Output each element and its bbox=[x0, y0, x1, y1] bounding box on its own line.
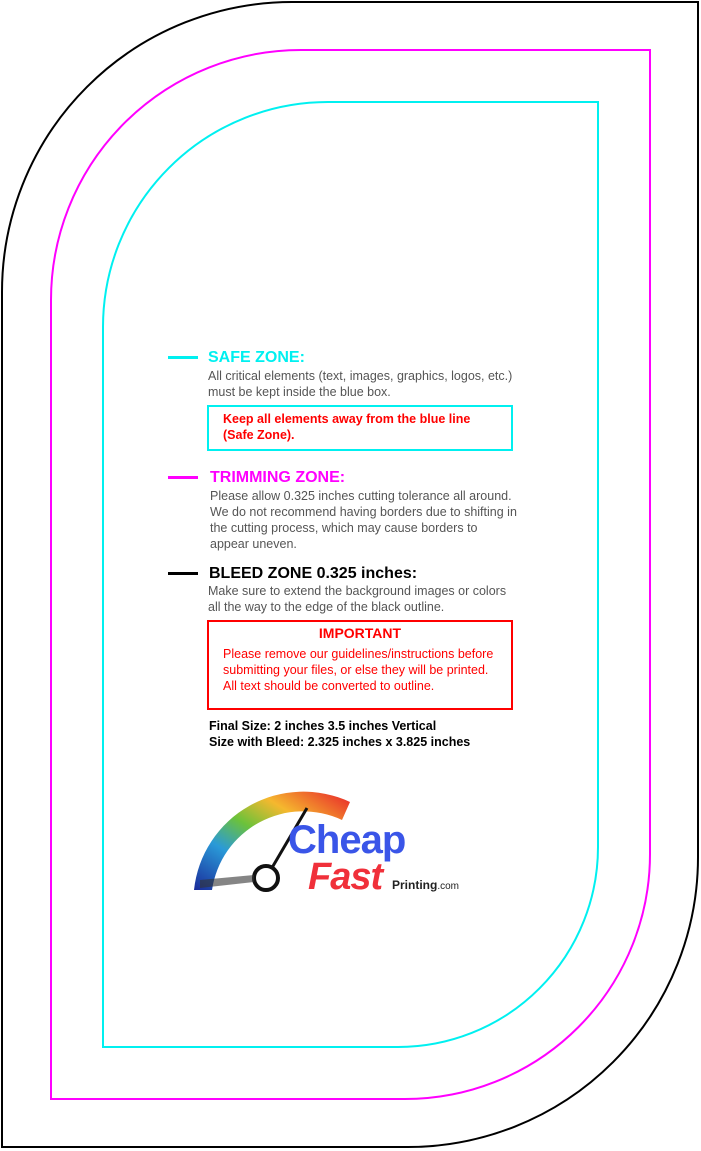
bleed-legend-line bbox=[168, 572, 198, 575]
logo-suffix: .com bbox=[437, 881, 459, 892]
trimming-zone-title: TRIMMING ZONE: bbox=[210, 469, 346, 486]
safe-notice-box bbox=[207, 405, 513, 451]
notice-line: Keep all elements away from the blue line bbox=[223, 412, 471, 426]
notice-line: (Safe Zone). bbox=[223, 428, 295, 442]
trimming-zone-text bbox=[210, 488, 517, 552]
final-size: Final Size: 2 inches 3.5 inches Vertical bbox=[209, 719, 437, 733]
logo-printing: Printing bbox=[392, 878, 438, 892]
text-line: must be kept inside the blue box. bbox=[208, 385, 391, 399]
text-line: Please allow 0.325 inches cutting tolerance all around. bbox=[210, 489, 512, 503]
text-line: the cutting process, which may cause borders to bbox=[210, 521, 478, 535]
trim-legend-line bbox=[168, 476, 198, 479]
text-line: We do not recommend having borders due to shifting in bbox=[210, 505, 517, 519]
important-line: submitting your files, or else they will be printed. bbox=[223, 663, 489, 677]
safe-zone-text bbox=[208, 368, 512, 400]
logo-word-printing bbox=[392, 878, 459, 892]
text-line: Make sure to extend the background images or colors bbox=[208, 584, 507, 598]
bleed-zone-title: BLEED ZONE 0.325 inches: bbox=[209, 565, 418, 582]
logo-word-cheap: Cheap bbox=[288, 818, 406, 862]
important-line: Please remove our guidelines/instructions before bbox=[223, 647, 494, 661]
cheapfastprinting-logo bbox=[180, 780, 480, 910]
text-line: appear uneven. bbox=[210, 537, 297, 551]
text-line: all the way to the edge of the black outline. bbox=[208, 600, 445, 614]
bleed-zone-text bbox=[208, 583, 506, 615]
safe-legend-line bbox=[168, 356, 198, 359]
size-info bbox=[209, 718, 470, 750]
safe-zone-title: SAFE ZONE: bbox=[208, 349, 305, 366]
text-line: All critical elements (text, images, graphics, logos, etc.) bbox=[208, 369, 513, 383]
important-title: IMPORTANT bbox=[318, 625, 402, 641]
important-box bbox=[207, 620, 513, 710]
bleed-size: Size with Bleed: 2.325 inches x 3.825 inches bbox=[209, 735, 471, 749]
logo-word-fast: Fast bbox=[308, 856, 383, 898]
important-line: All text should be converted to outline. bbox=[223, 679, 435, 693]
